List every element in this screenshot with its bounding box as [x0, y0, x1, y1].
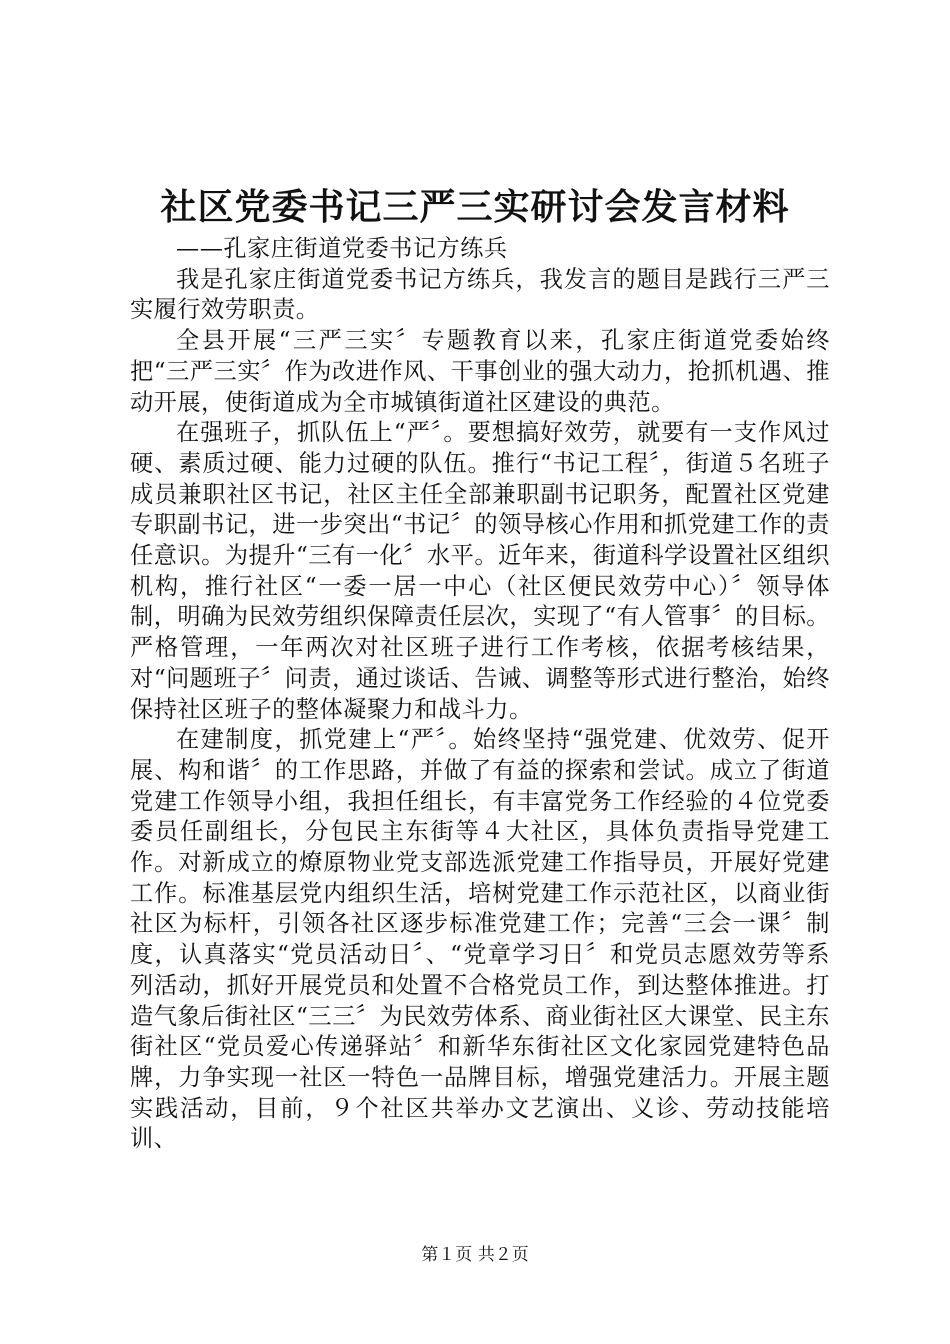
page-number: 第１页 共２页 [421, 1245, 529, 1265]
paragraph-party-building: 在建制度，抓党建上“严〞。始终坚持“强党建、优效劳、促开展、构和谐〞的工作思路，并做了有益的探索和尝试。成立了街道党建工作领导小组，我担任组长，有丰富党务工作经验的４位党委委员任副组长，分包民主东街等４大社区，具体负责指导党建工作。对新成立的燎原物业党支部选派党建工作指导员，开展好党建工作。标准基层党内组织生活，培树党建工作示范社区，以商业街社区为标杆，引领各社区逐步标准党建工作；完善“三会一课〞制度，认真落实“党员活动日〞、“党章学习日〞和党员志愿效劳等系列活动，抓好开展党员和处置不合格党员工作，到达整体推进。打造气象后街社区“三三〞为民效劳体系、商业街社区大课堂、民主东街社区“党员爱心传递驿站〞和新华东街社区文化家园党建特色品牌，力争实现一社区一特色一品牌目标，增强党建活力。开展主题实践活动，目前，９个社区共举办文艺演出、义诊、劳动技能培训、 [130, 726, 830, 1153]
document-body [130, 234, 830, 1155]
document-title: 社区党委书记三严三实研讨会发言材料 [160, 186, 790, 228]
paragraph-intro: 我是孔家庄街道党委书记方练兵，我发言的题目是践行三严三实履行效劳职责。 [130, 265, 830, 324]
paragraph-overview: 全县开展“三严三实〞专题教育以来，孔家庄街道党委始终把“三严三实〞作为改进作风、干事创业的强大动力，抢抓机遇、推动开展，使街道成为全市城镇街道社区建设的典范。 [130, 327, 830, 416]
paragraph-team-building: 在强班子，抓队伍上“严〞。要想搞好效劳，就要有一支作风过硬、素质过硬、能力过硬的队伍。推行“书记工程〞，街道５名班子成员兼职社区书记，社区主任全部兼职副书记职务，配置社区党建专职副书记，进一步突出“书记〞的领导核心作用和抓党建工作的责任意识。为提升“三有一化〞水平。近年来，街道科学设置社区组织机构，推行社区“一委一居一中心（社区便民效劳中心）〞领导体制，明确为民效劳组织保障责任层次，实现了“有人管事〞的目标。严格管理，一年两次对社区班子进行工作考核，依据考核结果，对“问题班子〞问责，通过谈话、告诫、调整等形式进行整治，始终保持社区班子的整体凝聚力和战斗力。 [130, 419, 830, 723]
document-subtitle: ——孔家庄街道党委书记方练兵 [176, 235, 508, 262]
